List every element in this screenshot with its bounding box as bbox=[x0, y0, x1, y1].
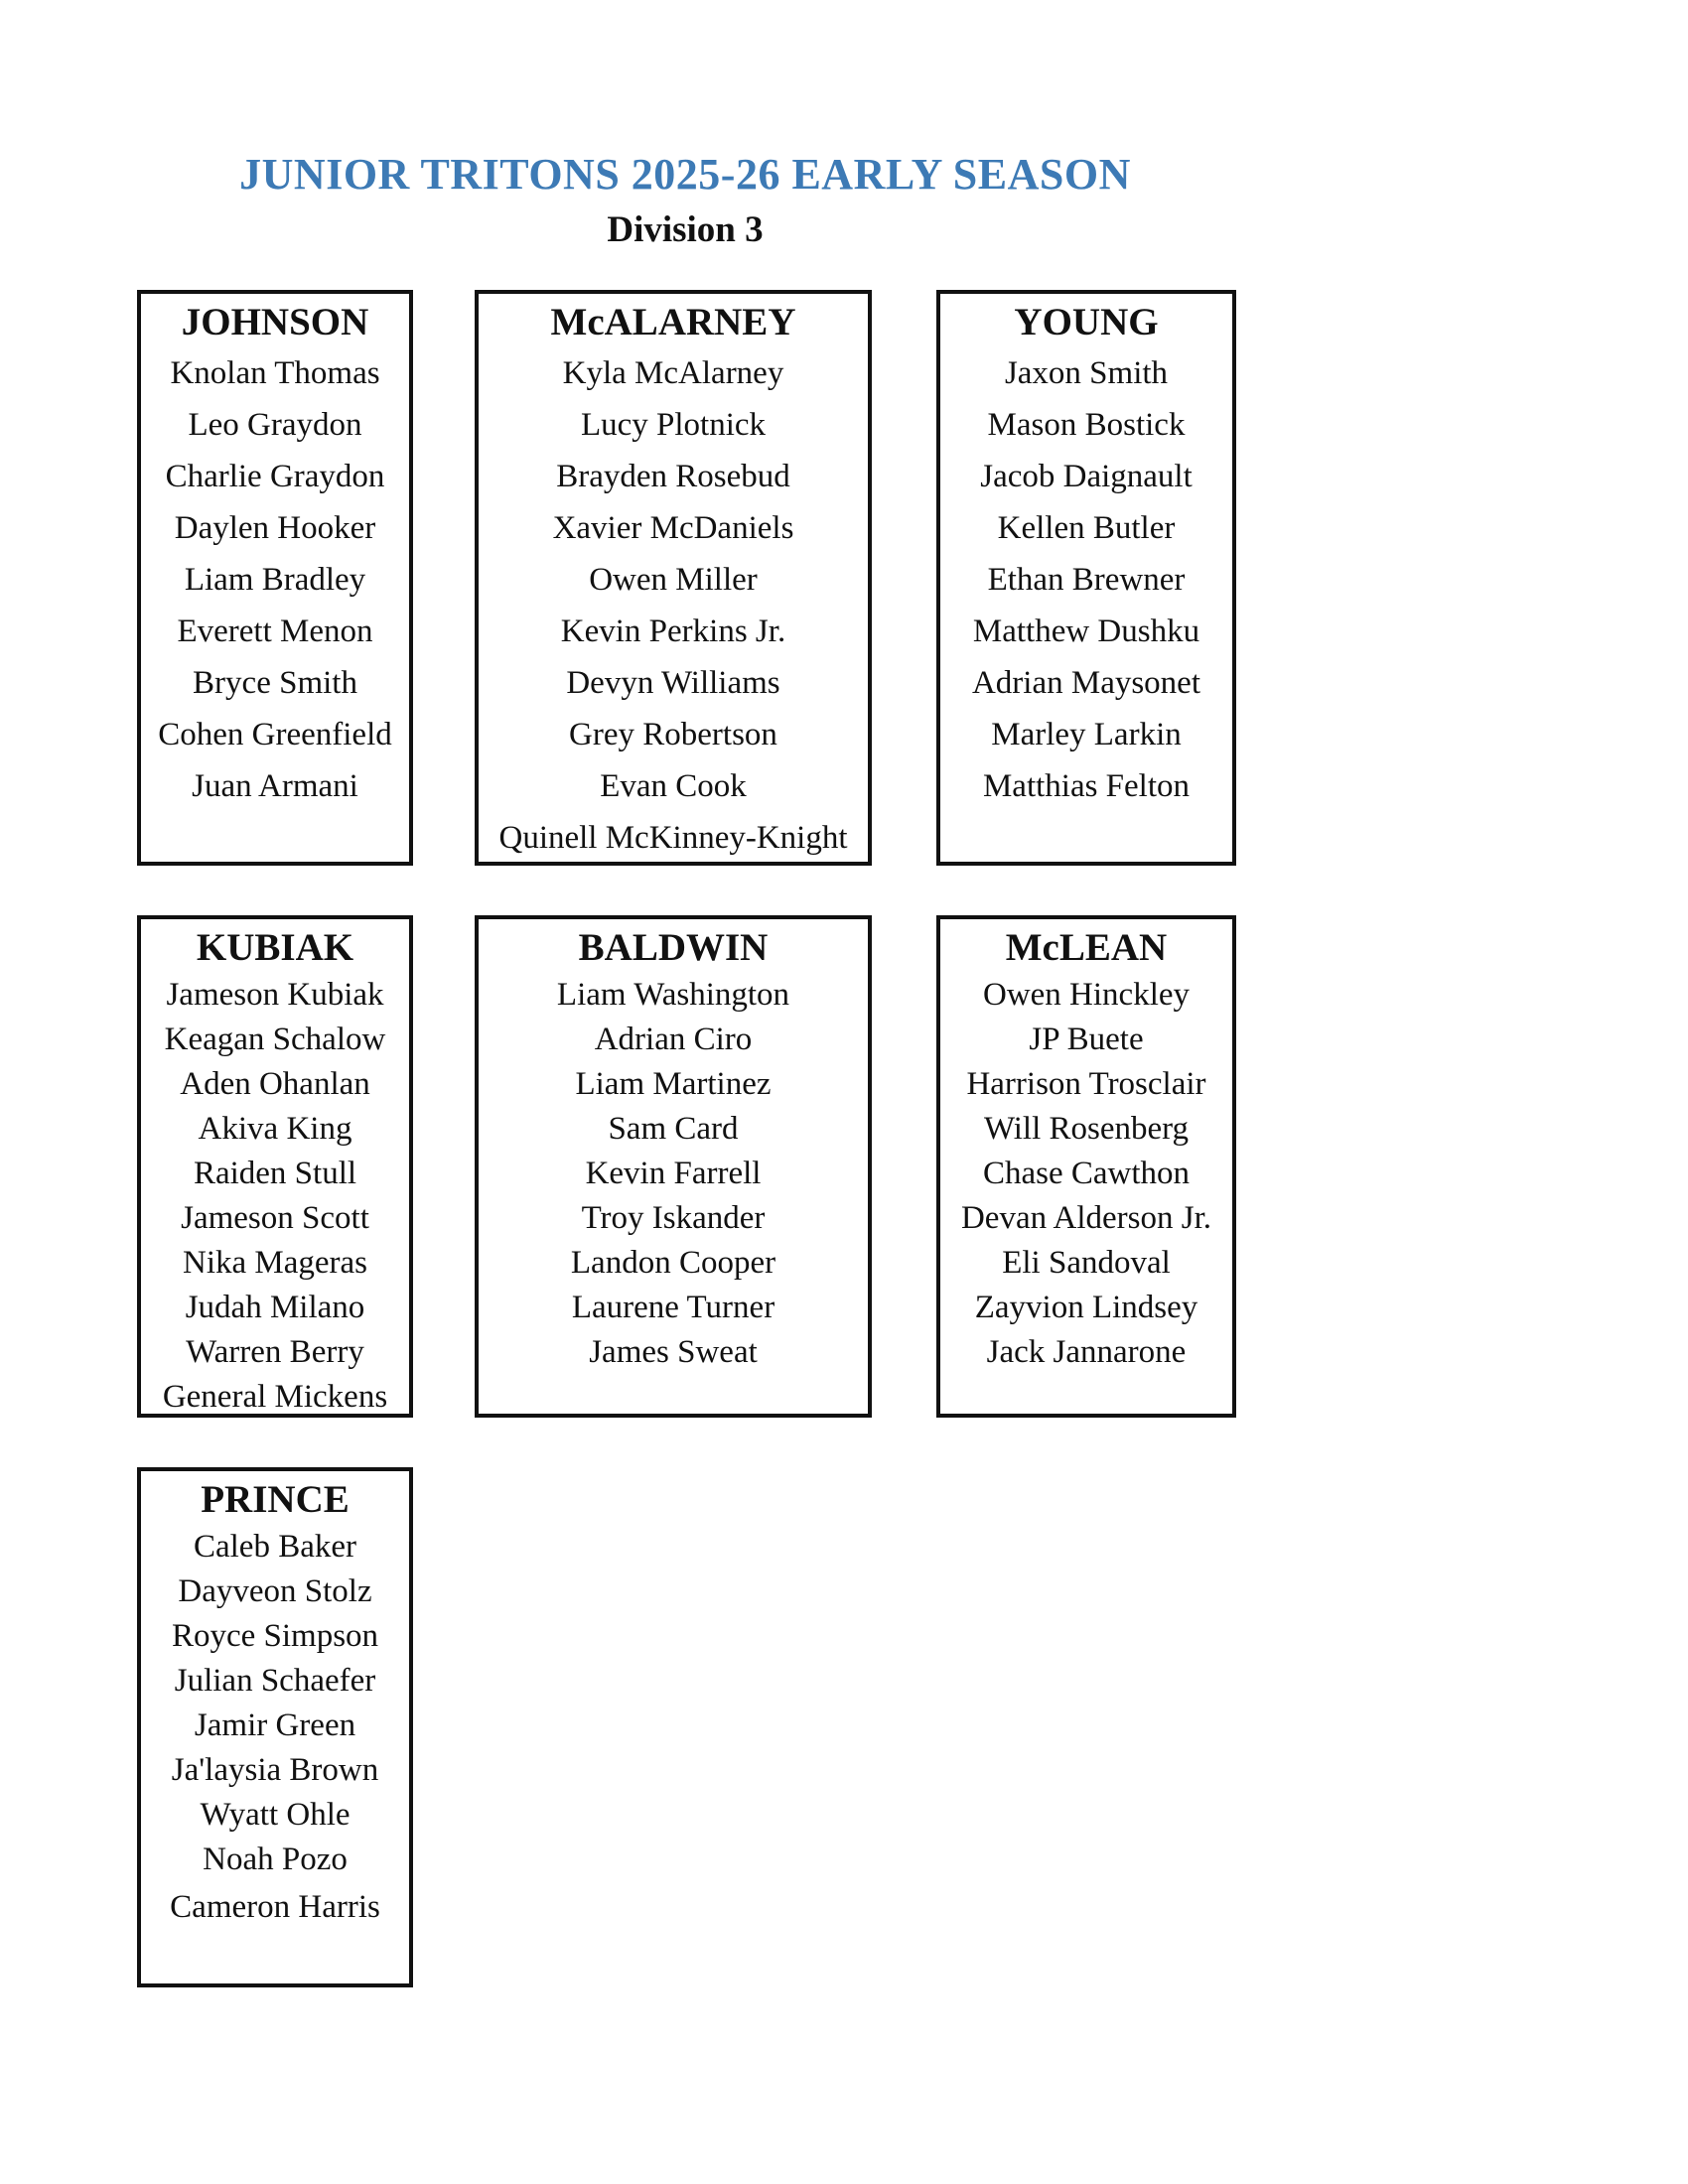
team-coach-name: McALARNEY bbox=[550, 301, 796, 343]
player-name: Will Rosenberg bbox=[983, 1111, 1190, 1147]
player-name: Caleb Baker bbox=[193, 1529, 357, 1565]
player-name: Judah Milano bbox=[185, 1290, 365, 1325]
player-name: JP Buete bbox=[1029, 1022, 1144, 1057]
player-list bbox=[479, 347, 868, 864]
player-name: James Sweat bbox=[589, 1334, 758, 1370]
player-name: Adrian Ciro bbox=[594, 1022, 753, 1057]
player-name: Devan Alderson Jr. bbox=[960, 1200, 1212, 1236]
player-list bbox=[141, 347, 409, 812]
player-name: Royce Simpson bbox=[171, 1618, 379, 1654]
player-name: Owen Miller bbox=[589, 562, 758, 598]
team-coach-name: JOHNSON bbox=[181, 301, 369, 343]
team-box-baldwin bbox=[475, 915, 872, 1418]
player-name: Kevin Farrell bbox=[585, 1156, 762, 1191]
player-name: Nika Mageras bbox=[182, 1245, 367, 1281]
player-name: Kyla McAlarney bbox=[562, 355, 784, 391]
team-coach-name: BALDWIN bbox=[578, 926, 769, 969]
player-name: Dayveon Stolz bbox=[178, 1573, 372, 1609]
player-name: Jack Jannarone bbox=[986, 1334, 1187, 1370]
player-name: Keagan Schalow bbox=[164, 1022, 386, 1057]
player-name: Raiden Stull bbox=[193, 1156, 357, 1191]
player-name: Ja'laysia Brown bbox=[171, 1752, 379, 1788]
player-name: Wyatt Ohle bbox=[200, 1797, 351, 1833]
team-coach-name: PRINCE bbox=[201, 1478, 350, 1521]
player-name: Jameson Scott bbox=[181, 1200, 369, 1236]
player-name: Noah Pozo bbox=[203, 1842, 348, 1877]
player-name: Daylen Hooker bbox=[174, 510, 376, 546]
player-name: Jaxon Smith bbox=[1004, 355, 1169, 391]
player-name: Everett Menon bbox=[177, 614, 373, 649]
player-name: Liam Martinez bbox=[575, 1066, 772, 1102]
player-name: General Mickens bbox=[162, 1379, 388, 1415]
player-name: Mason Bostick bbox=[987, 407, 1186, 443]
player-name: Troy Iskander bbox=[581, 1200, 766, 1236]
player-name: Lucy Plotnick bbox=[580, 407, 767, 443]
player-name: Bryce Smith bbox=[193, 665, 357, 701]
player-name: Jamir Green bbox=[194, 1707, 356, 1743]
player-name: Matthias Felton bbox=[982, 768, 1191, 804]
player-name: Sam Card bbox=[608, 1111, 739, 1147]
team-box-mclean bbox=[936, 915, 1236, 1418]
player-name: Kellen Butler bbox=[997, 510, 1176, 546]
player-name: Knolan Thomas bbox=[170, 355, 380, 391]
player-list bbox=[940, 973, 1232, 1375]
player-name: Liam Washington bbox=[556, 977, 790, 1013]
team-box-kubiak bbox=[137, 915, 413, 1418]
player-name: Juan Armani bbox=[192, 768, 358, 804]
player-list bbox=[940, 347, 1232, 812]
player-name: Eli Sandoval bbox=[1002, 1245, 1171, 1281]
player-name: Liam Bradley bbox=[184, 562, 366, 598]
player-name: Akiva King bbox=[198, 1111, 352, 1147]
player-list bbox=[479, 973, 868, 1375]
player-name: Cameron Harris bbox=[170, 1889, 380, 1925]
player-name: Evan Cook bbox=[600, 768, 747, 804]
player-name: Cohen Greenfield bbox=[158, 717, 392, 752]
player-name: Jameson Kubiak bbox=[166, 977, 384, 1013]
player-list bbox=[141, 973, 409, 1420]
team-coach-name: McLEAN bbox=[1005, 926, 1168, 969]
player-name: Devyn Williams bbox=[566, 665, 780, 701]
player-name: Xavier McDaniels bbox=[552, 510, 794, 546]
player-name: Julian Schaefer bbox=[174, 1663, 376, 1699]
player-name: Owen Hinckley bbox=[982, 977, 1191, 1013]
team-box-mcalarney bbox=[475, 290, 872, 866]
team-box-johnson bbox=[137, 290, 413, 866]
player-name: Quinell McKinney-Knight bbox=[498, 820, 848, 856]
player-name: Landon Cooper bbox=[570, 1245, 776, 1281]
player-name: Chase Cawthon bbox=[982, 1156, 1191, 1191]
player-name: Charlie Graydon bbox=[165, 459, 385, 494]
player-name: Zayvion Lindsey bbox=[974, 1290, 1198, 1325]
player-name: Ethan Brewner bbox=[987, 562, 1186, 598]
player-name: Harrison Trosclair bbox=[966, 1066, 1206, 1102]
player-name: Brayden Rosebud bbox=[556, 459, 790, 494]
player-list bbox=[141, 1525, 409, 1932]
player-name: Jacob Daignault bbox=[980, 459, 1193, 494]
player-name: Kevin Perkins Jr. bbox=[560, 614, 786, 649]
player-name: Laurene Turner bbox=[571, 1290, 775, 1325]
player-name: Adrian Maysonet bbox=[971, 665, 1201, 701]
team-box-prince bbox=[137, 1467, 413, 1987]
player-name: Warren Berry bbox=[186, 1334, 364, 1370]
player-name: Grey Robertson bbox=[569, 717, 777, 752]
player-name: Marley Larkin bbox=[991, 717, 1182, 752]
player-name: Matthew Dushku bbox=[972, 614, 1200, 649]
division-subtitle: Division 3 bbox=[607, 209, 764, 250]
page-title: JUNIOR TRITONS 2025-26 EARLY SEASON bbox=[239, 150, 1131, 199]
team-coach-name: KUBIAK bbox=[196, 926, 354, 969]
team-coach-name: YOUNG bbox=[1014, 301, 1159, 343]
team-box-young bbox=[936, 290, 1236, 866]
player-name: Aden Ohanlan bbox=[180, 1066, 370, 1102]
player-name: Leo Graydon bbox=[188, 407, 362, 443]
